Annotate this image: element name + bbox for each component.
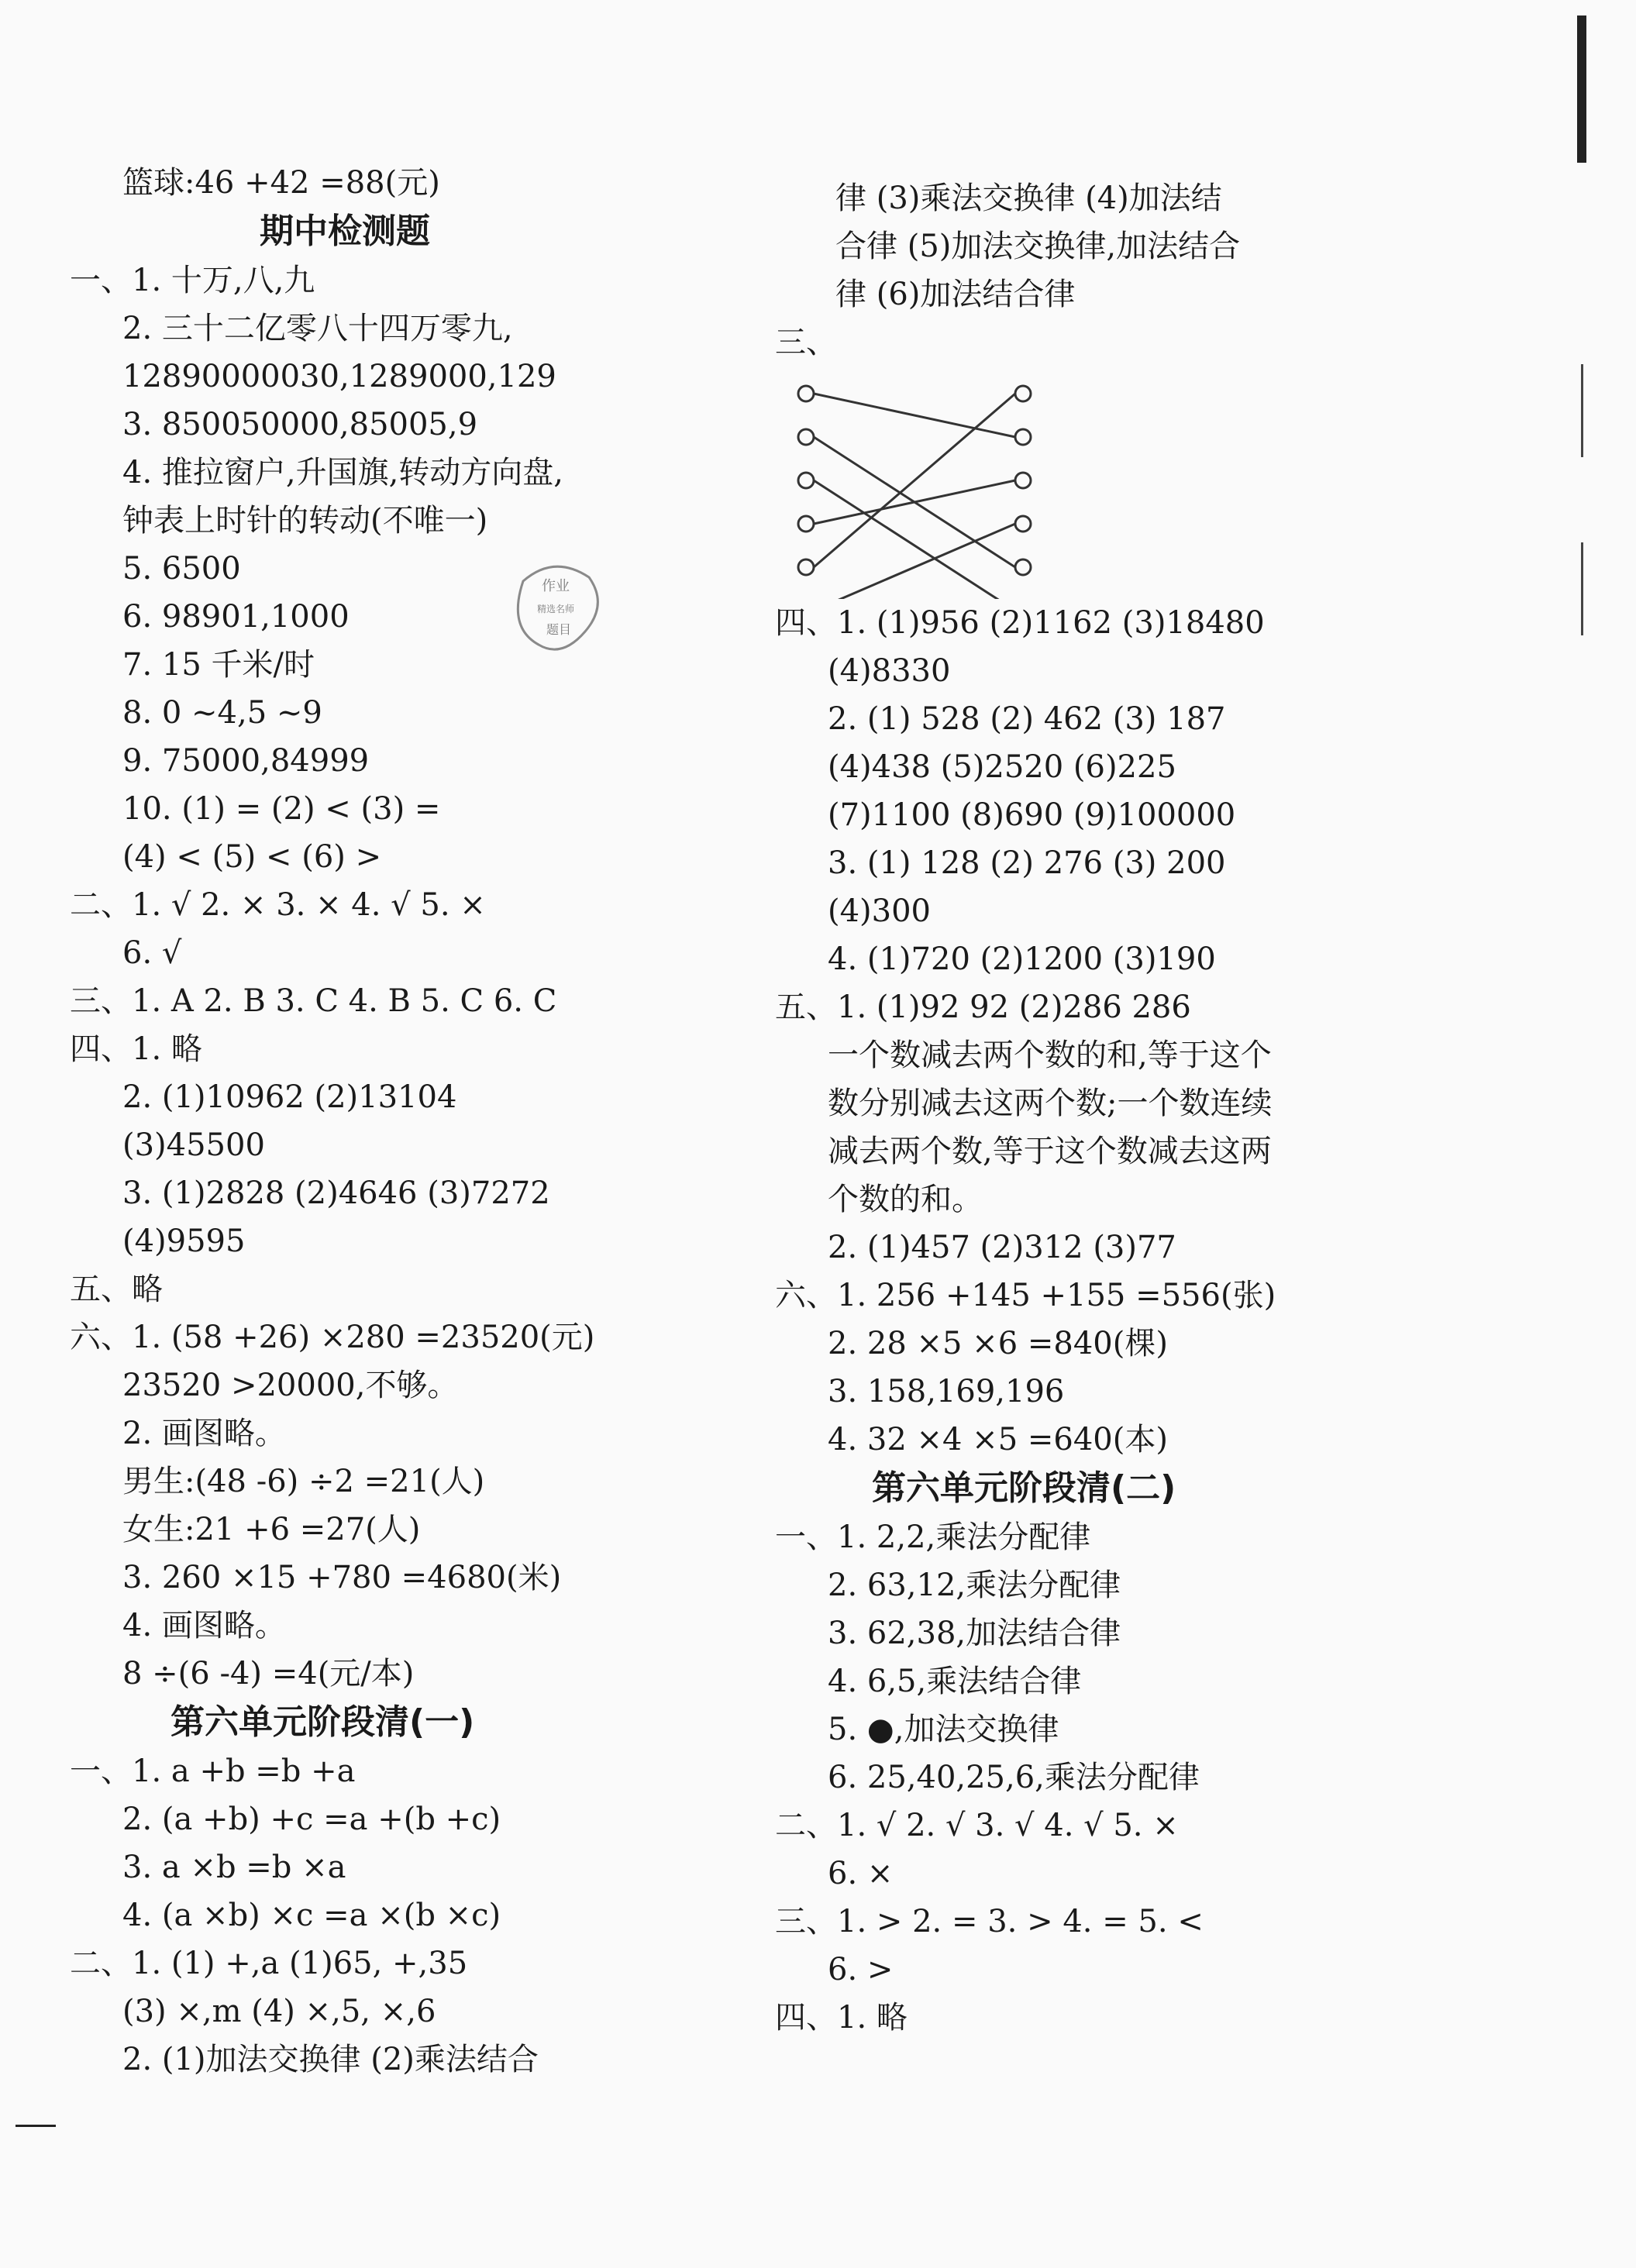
answer-line: 一、1. 十万,八,九: [70, 263, 315, 298]
answer-line: 4. (1)720 (2)1200 (3)190: [828, 941, 1216, 977]
matching-diagram: [775, 367, 1550, 599]
answer-line: 三、1. > 2. = 3. > 4. = 5. <: [775, 1904, 1204, 1939]
answer-line: 6. 25,40,25,6,乘法分配律: [828, 1760, 1200, 1795]
answer-line: 4. 画图略。: [122, 1608, 286, 1643]
answer-line: 2. 63,12,乘法分配律: [828, 1568, 1121, 1603]
binding-edge-line: [1581, 542, 1583, 635]
answer-line: 合律 (5)加法交换律,加法结合: [835, 229, 1241, 264]
section-title: 期中检测题: [260, 212, 430, 251]
answer-line: (3) ×,m (4) ×,5, ×,6: [122, 1994, 436, 2029]
stamp-line-1: 作业: [542, 578, 570, 594]
section-title: 第六单元阶段清(二): [872, 1468, 1176, 1508]
answer-line: (4)8330: [828, 653, 951, 689]
answer-line: 五、略: [70, 1272, 163, 1307]
matching-line: [814, 394, 1015, 567]
answer-line: (4)438 (5)2520 (6)225: [828, 749, 1176, 785]
answer-line: 4. 6,5,乘法结合律: [828, 1664, 1082, 1699]
answer-line: 2. (1)10962 (2)13104: [122, 1079, 457, 1115]
answer-line: 一、1. 2,2,乘法分配律: [775, 1519, 1091, 1555]
matching-right-point: [1015, 516, 1031, 532]
answer-line: 3. (1)2828 (2)4646 (3)7272: [122, 1175, 550, 1211]
answer-line: 9. 75000,84999: [122, 743, 370, 779]
answer-line: 10. (1) = (2) < (3) =: [122, 791, 441, 827]
answer-line: 一、1. a +b =b +a: [70, 1753, 356, 1789]
answer-line: 2. (a +b) +c =a +(b +c): [122, 1802, 501, 1837]
matching-left-point: [798, 429, 814, 445]
answer-line: 四、1. (1)956 (2)1162 (3)18480: [775, 605, 1265, 641]
section-title: 第六单元阶段清(一): [170, 1702, 475, 1742]
stamp-line-3: 题目: [546, 622, 572, 637]
answer-line: 3. 62,38,加法结合律: [828, 1616, 1121, 1651]
answer-line: (4)300: [828, 893, 932, 929]
answer-line: 男生:(48 -6) ÷2 =21(人): [122, 1464, 485, 1499]
matching-line: [814, 394, 1015, 437]
answer-line: 2. (1) 528 (2) 462 (3) 187: [828, 701, 1226, 737]
answer-line: 三、1. A 2. B 3. C 4. B 5. C 6. C: [70, 983, 557, 1019]
answer-line: 减去两个数,等于这个数减去这两: [828, 1134, 1272, 1169]
matching-right-point: [1015, 473, 1031, 488]
answer-line: 2. 三十二亿零八十四万零九,: [122, 311, 513, 346]
answer-line: 6. √: [122, 935, 182, 971]
matching-line: [814, 524, 1015, 599]
matching-left-point: [798, 559, 814, 575]
answer-line: 2. (1)457 (2)312 (3)77: [828, 1230, 1176, 1265]
right-column-bottom: [775, 599, 1550, 2042]
matching-left-point: [798, 386, 814, 401]
homework-stamp: [508, 558, 604, 659]
answer-line: 律 (6)加法结合律: [835, 277, 1076, 312]
matching-line: [814, 480, 1015, 524]
answer-line: 一个数减去两个数的和,等于这个: [828, 1038, 1272, 1073]
answer-line: 3. (1) 128 (2) 276 (3) 200: [828, 845, 1226, 881]
answer-line: 二、1. √ 2. √ 3. √ 4. √ 5. ×: [775, 1808, 1179, 1843]
answer-line: (4)9595: [122, 1223, 246, 1259]
answer-line: 5. ●,加法交换律: [828, 1712, 1059, 1747]
answer-line: 4. 推拉窗户,升国旗,转动方向盘,: [122, 455, 564, 490]
stamp-line-2: 精选名师: [536, 604, 575, 614]
matching-left-point: [798, 473, 814, 488]
answer-line: 8. 0 ~4,5 ~9: [122, 695, 322, 731]
answer-line: 4. 32 ×4 ×5 =640(本): [828, 1422, 1168, 1458]
answer-line: 3. 850050000,85005,9: [122, 407, 478, 442]
binding-edge-line: [1581, 364, 1583, 457]
right-column: [775, 174, 1550, 2042]
answer-line: 6. ×: [828, 1856, 894, 1891]
answer-line: 二、1. √ 2. × 3. × 4. √ 5. ×: [70, 887, 486, 923]
answer-line: 12890000030,1289000,129: [122, 359, 556, 394]
answer-line: 3. 158,169,196: [828, 1374, 1065, 1409]
right-column-top: [775, 174, 1550, 367]
matching-right-point: [1015, 386, 1031, 401]
answer-line: 3. a ×b =b ×a: [122, 1850, 346, 1885]
answer-line: 2. 28 ×5 ×6 =840(棵): [828, 1326, 1168, 1361]
matching-lines-svg: [775, 367, 1085, 599]
answer-line: 六、1. 256 +145 +155 =556(张): [775, 1278, 1276, 1313]
answer-line: 6. >: [828, 1952, 894, 1988]
answer-line: 五、1. (1)92 92 (2)286 286: [775, 989, 1191, 1025]
answer-line: 钟表上时针的转动(不唯一): [122, 503, 488, 539]
answer-line: 2. 画图略。: [122, 1416, 286, 1451]
answer-line: (4) < (5) < (6) >: [122, 839, 382, 875]
answer-line: 7. 15 千米/时: [122, 647, 315, 683]
answer-line: 二、1. (1) +,a (1)65, +,35: [70, 1946, 468, 1981]
answer-line: 4. (a ×b) ×c =a ×(b ×c): [122, 1898, 501, 1933]
answer-line: 律 (3)乘法交换律 (4)加法结: [835, 181, 1222, 216]
answer-line: (3)45500: [122, 1127, 265, 1163]
answer-line: 个数的和。: [828, 1182, 983, 1217]
answer-line: (7)1100 (8)690 (9)100000: [828, 797, 1236, 833]
answer-line: 2. (1)加法交换律 (2)乘法结合: [122, 2042, 539, 2077]
matching-right-point: [1015, 429, 1031, 445]
binding-edge-mark: [1577, 15, 1586, 163]
answer-line: 四、1. 略: [775, 2000, 908, 2036]
answer-line: 8 ÷(6 -4) =4(元/本): [122, 1656, 415, 1692]
answer-line: 篮球:46 +42 =88(元): [122, 165, 440, 201]
answer-line: 数分别减去这两个数;一个数连续: [828, 1086, 1273, 1121]
answer-line: 6. 98901,1000: [122, 599, 350, 635]
footer-rule: [15, 2125, 56, 2127]
answer-line: 女生:21 +6 =27(人): [122, 1512, 421, 1547]
answer-line: 六、1. (58 +26) ×280 =23520(元): [70, 1320, 595, 1355]
answer-line: 3. 260 ×15 +780 =4680(米): [122, 1560, 562, 1595]
answer-line: 23520 >20000,不够。: [122, 1368, 459, 1403]
matching-left-point: [798, 516, 814, 532]
answer-line: 三、: [775, 325, 837, 360]
answer-line: 5. 6500: [122, 551, 241, 587]
answer-line: 四、1. 略: [70, 1031, 202, 1067]
matching-right-point: [1015, 559, 1031, 575]
left-column: [70, 159, 767, 2084]
